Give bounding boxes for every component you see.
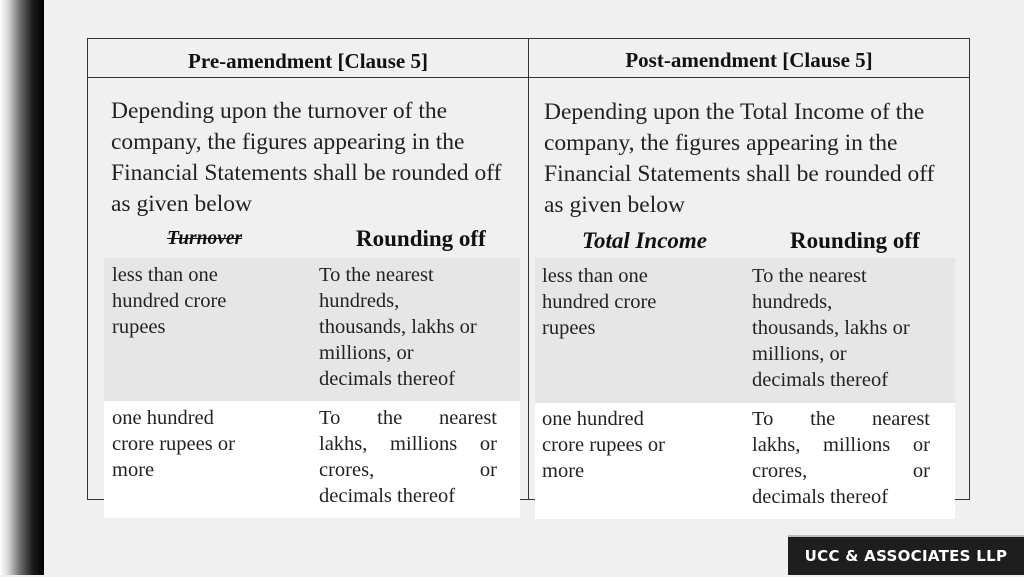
pre-row-2-rounding: To the nearest lakhs, millions or crores, or decimals thereof — [319, 407, 497, 507]
left-decorative-bar — [0, 0, 44, 575]
pre-row-1-range: less than one hundred crore rupees — [112, 264, 227, 338]
column-divider — [528, 38, 529, 500]
post-row-1-rounding: To the nearest hundreds, thousands, lakhs or millions, or decimals thereof — [752, 265, 910, 391]
pre-rounding-off-heading: Rounding off — [356, 226, 486, 251]
brand-name: UCC & ASSOCIATES LLP — [804, 547, 1008, 565]
post-amendment-description: Depending upon the Total Income of the company, the figures appearing in the Financial Statements shall be rounded off as given below — [544, 99, 935, 218]
pre-amendment-heading: Pre-amendment [Clause 5] — [188, 49, 428, 73]
post-amendment-heading: Post-amendment [Clause 5] — [625, 48, 873, 72]
pre-row-1-rounding: To the nearest hundreds, thousands, lakhs or millions, or decimals thereof — [319, 264, 477, 390]
post-row-2-rounding: To the nearest lakhs, millions or crores, or decimals thereof — [752, 408, 930, 508]
post-row-2-range: one hundred crore rupees or more — [542, 408, 665, 482]
post-row-1-range: less than one hundred crore rupees — [542, 265, 657, 339]
pre-row-2-range: one hundred crore rupees or more — [112, 407, 235, 481]
total-income-heading: Total Income — [582, 228, 708, 253]
pre-amendment-description: Depending upon the turnover of the company, the figures appearing in the Financial Statements shall be rounded off as given below — [111, 98, 502, 217]
post-rounding-off-heading: Rounding off — [790, 228, 920, 253]
turnover-heading: Turnover — [167, 228, 243, 249]
